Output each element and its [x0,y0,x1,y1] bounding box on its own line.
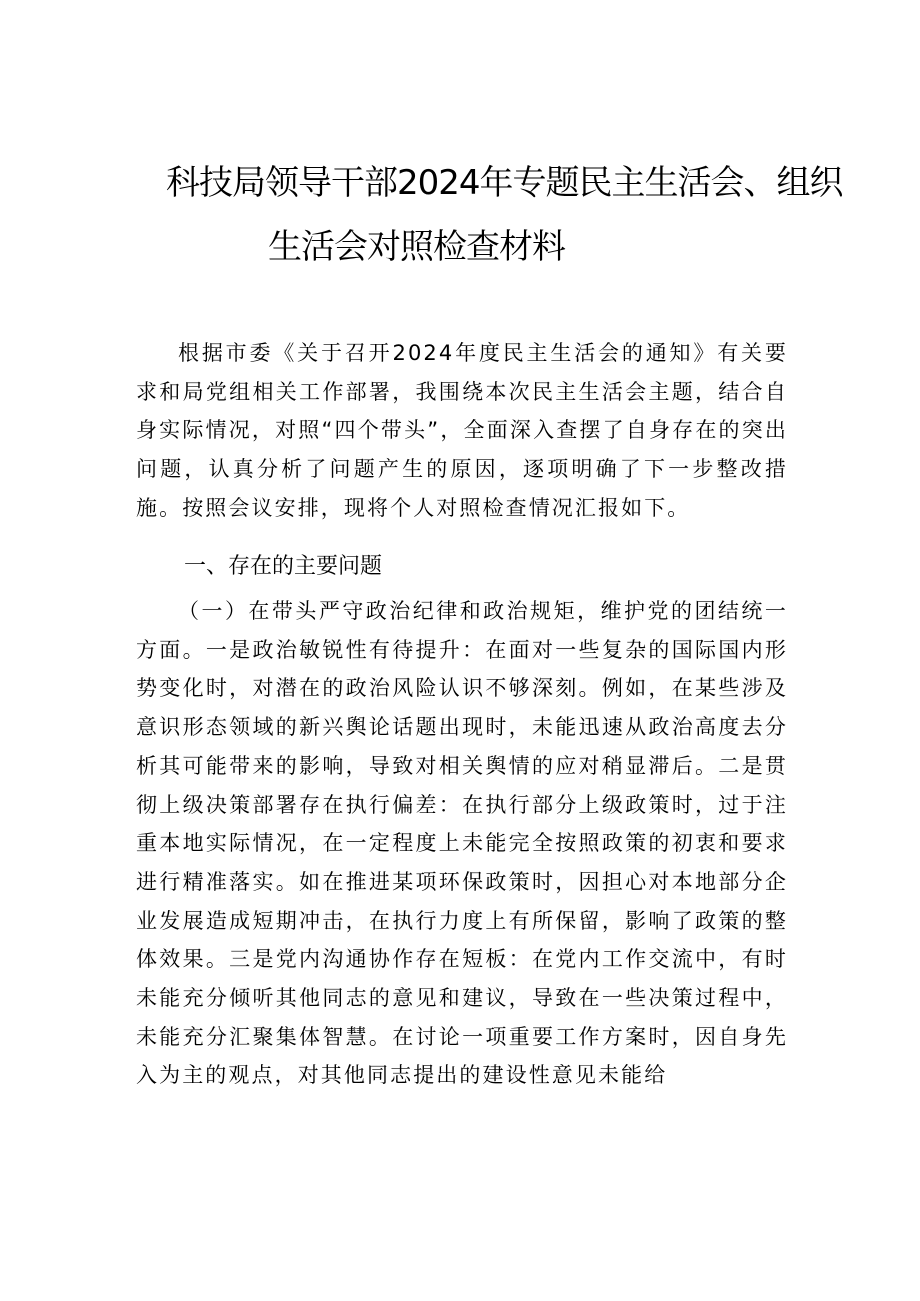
section-heading: 一、存在的主要问题 [184,554,383,579]
document-title-line-2: 生活会对照检查材料 [268,227,565,267]
intro-paragraph: 根据市委《关于召开2024年度民主生活会的通知》有关要求和局党组相关工作部署，我围绕本次民主生活会主题，结合自身实际情况，对照“四个带头”，全面深入查摆了自身存在的突出问题，认真分析了问题产生的原因，逐项明确了下一步整改措施。按照会议安排，现将个人对照检查情况汇报如下。 [136,341,788,520]
document-title-line-1: 科技局领导干部2024年专题民主生活会、组织 [166,163,843,203]
section-paragraph: （一）在带头严守政治纪律和政治规矩，维护党的团结统一方面。一是政治敏锐性有待提升：在面对一些复杂的国际国内形势变化时，对潜在的政治风险认识不够深刻。例如，在某些涉及意识形态领域的新兴舆论话题出现时，未能迅速从政治高度去分析其可能带来的影响，导致对相关舆情的应对稍显滞后。二是贯彻上级决策部署存在执行偏差：在执行部分上级政策时，过于注重本地实际情况，在一定程度上未能完全按照政策的初衷和要求进行精准落实。如在推进某项环保政策时，因担心对本地部分企业发展造成短期冲击，在执行力度上有所保留，影响了政策的整体效果。三是党内沟通协作存在短板：在党内工作交流中，有时未能充分倾听其他同志的意见和建议，导致在一些决策过程中，未能充分汇聚集体智慧。在讨论一项重要工作方案时，因自身先入为主的观点，对其他同志提出的建设性意见未能给 [136,599,788,1088]
